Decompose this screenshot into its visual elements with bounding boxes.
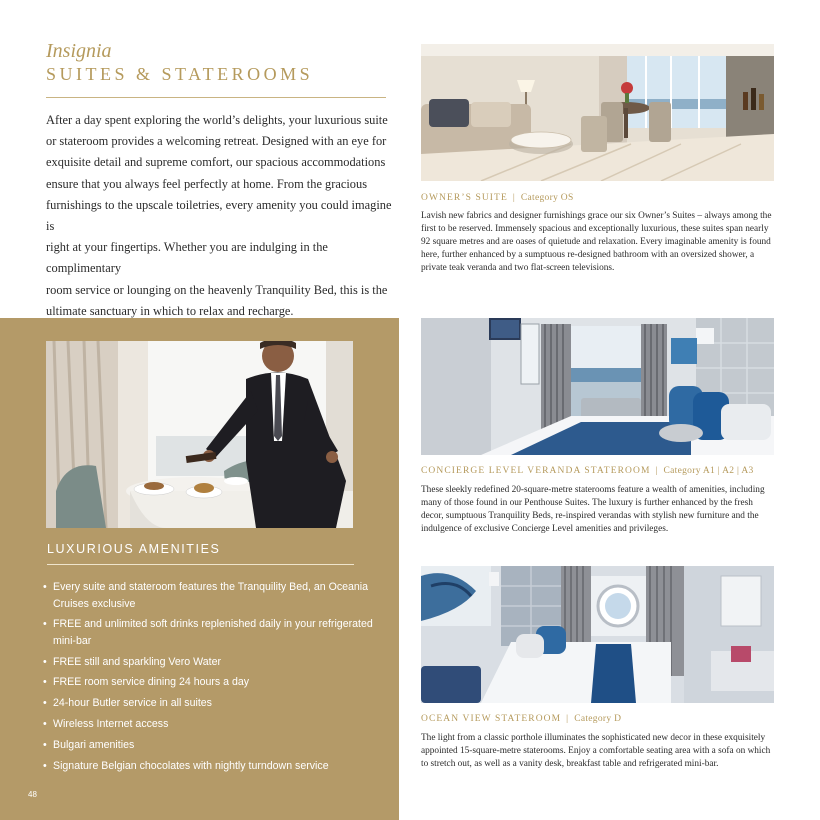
amenities-divider (47, 564, 354, 565)
page-title: SUITES & STATEROOMS (46, 64, 314, 84)
room-name: CONCIERGE LEVEL VERANDA STATEROOM (421, 466, 651, 476)
concierge-stateroom-photo (421, 318, 774, 455)
room-category: Category OS (520, 193, 574, 203)
concierge-stateroom-description: These sleekly redefined 20-square-metre staterooms feature a wealth of amenities, including many of those found in our Penthouse Suites. The luxury is further enhanced by the fresh decor, sumptuous Tranquility Beds, re-inspired verandas with stylish new furniture and the indulgence of exclusive Concierge Level amenities and privileges. (421, 485, 765, 534)
room-category: Category A1 | A2 | A3 (663, 466, 754, 476)
separator: | (566, 714, 570, 724)
concierge-stateroom-heading (421, 466, 754, 476)
intro-line: ultimate sanctuary in which to relax and recharge. (46, 303, 294, 318)
owners-suite-heading (421, 193, 574, 203)
intro-paragraph (46, 110, 394, 322)
intro-line: right at your fingertips. Whether you are indulging in the complimentary (46, 240, 328, 276)
intro-line: After a day spent exploring the world’s delights, your luxurious suite (46, 113, 388, 127)
separator: | (655, 466, 659, 476)
room-category: Category D (574, 714, 622, 724)
intro-line: ensure that you always feel perfectly at home. From the gracious (46, 176, 368, 191)
intro-line: or stateroom provides a welcoming retreat. Designed with an eye for (46, 134, 387, 149)
separator: | (512, 193, 516, 203)
room-name: OCEAN VIEW STATEROOM (421, 714, 562, 724)
ocean-view-stateroom-heading (421, 714, 621, 724)
room-name: OWNER’S SUITE (421, 193, 508, 203)
intro-line: room service or lounging on the heavenly Tranquility Bed, this is the (46, 282, 388, 297)
brand-name: Insignia (46, 40, 112, 62)
amenity-item: • FREE room service dining 24 hours a day (43, 674, 373, 691)
amenity-item: • FREE still and sparkling Vero Water (43, 654, 373, 671)
ocean-view-stateroom-description: The light from a classic porthole illuminates the sophisticated new decor in these exquisitely appointed 15-square-metre staterooms. Enjoy a comfortable seating area with a sofa on which to stretch out, as well as a vanity desk, breakfast table and refrigerated mini-bar. (421, 733, 771, 769)
owners-suite-description: Lavish new fabrics and designer furnishings grace our six Owner’s Suites – always among the first to be reserved. Immensely spacious and exceptionally luxurious, these suites span nearly 92 square metres and are oases of quietude and relaxation. Every imaginable amenity is found here, further enhanced by a sumptuous re-designed bathroom with an oversized shower, a private teak veranda and two flat-screen televisions. (421, 211, 772, 273)
page-number: 48 (28, 790, 37, 799)
owners-suite-photo (421, 44, 774, 181)
amenity-item: • Wireless Internet access (43, 716, 373, 733)
amenity-item: • 24-hour Butler service in all suites (43, 695, 373, 712)
title-divider (46, 97, 386, 98)
intro-line: furnishings to the upscale toiletries, every amenity you could imagine is (46, 197, 392, 234)
amenities-heading: LUXURIOUS AMENITIES (47, 542, 221, 556)
amenity-item: • Signature Belgian chocolates with nightly turndown service (43, 758, 373, 775)
butler-photo (46, 341, 353, 528)
ocean-view-stateroom-photo (421, 566, 774, 703)
amenity-item: • Bulgari amenities (43, 737, 373, 754)
amenity-item: • Every suite and stateroom features the Tranquility Bed, an Oceania Cruises exclusive (43, 579, 373, 612)
amenities-list (43, 579, 373, 778)
intro-line: exquisite detail and supreme comfort, our spacious accommodations (46, 155, 386, 170)
amenity-item: • FREE and unlimited soft drinks replenished daily in your refrigerated mini-bar (43, 616, 373, 649)
